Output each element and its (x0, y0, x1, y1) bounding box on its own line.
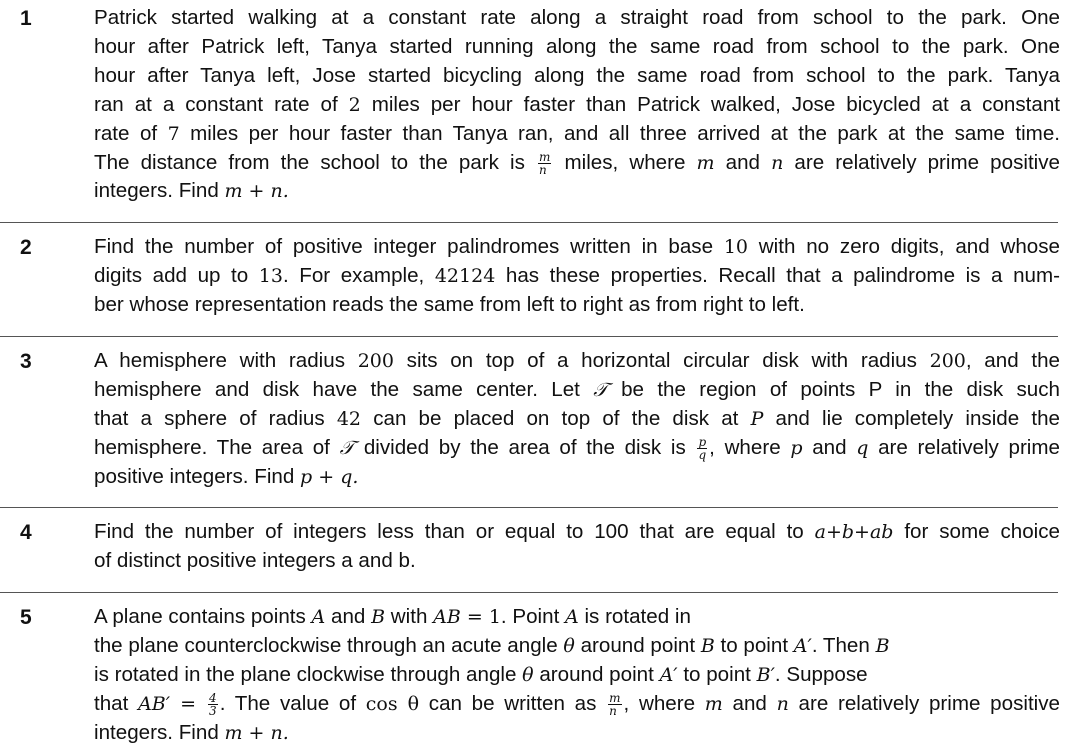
problem-3 (0, 347, 1080, 495)
fraction: $\frac{m}{n}$ (609, 690, 621, 718)
problem-2 (0, 233, 1080, 323)
text-line: A hemisphere with radius 200 sits on top of a horizontal circular disk with radius 200, and the (94, 349, 1060, 372)
problem-text (94, 233, 1060, 320)
text-line: positive integers. Find p + q. (94, 464, 359, 488)
problem-number: 4 (20, 521, 32, 544)
text-line: that AB′ = $\frac{4}{3}$ . The value of cos θ can be written as $\frac{m}{n}$ , where m and n are relatively prime positive (94, 690, 1060, 718)
text-line: Find the number of positive integer palindromes written in base 10 with no zero digits, and whose (94, 235, 1060, 258)
text-line: digits add up to 13. For example, 42124 has these properties. Recall that a palindrome is a num- (94, 263, 1060, 287)
text-line: of distinct positive integers a and b. (94, 548, 416, 572)
divider (0, 592, 1058, 593)
fraction: $\frac{4}{3}$ (209, 690, 217, 718)
text-line: Patrick started walking at a constant rate along a straight road from school to the park. One (94, 6, 1060, 29)
divider (0, 507, 1058, 508)
text-line: integers. Find m + n. (94, 179, 289, 203)
text-line: The distance from the school to the park is $\frac{m}{n}$ miles, where m and n are relatively prime positive (94, 149, 1060, 177)
problem-text (94, 4, 1060, 206)
text-line: integers. Find m + n. (94, 720, 289, 744)
problem-4 (0, 518, 1080, 580)
divider (0, 222, 1058, 223)
text-line: is rotated in the plane clockwise through angle θ around point A′ to point B′. Suppose (94, 662, 868, 686)
text-line: hemisphere and disk have the same center. Let 𝒯 be the region of points P in the disk such (94, 377, 1060, 401)
problem-text (94, 347, 1060, 492)
text-line: rate of 7 miles per hour faster than Tanya ran, and all three arrived at the park at the same time. (94, 121, 1061, 145)
divider (0, 336, 1058, 337)
text-line: hemisphere. The area of 𝒯 divided by the area of the disk is $\frac{p}{q}$ , where p and q are relatively prime (94, 434, 1060, 462)
text-line: hour after Patrick left, Tanya started running along the same road from school to the park. One (94, 34, 1060, 58)
problem-number: 3 (20, 350, 32, 373)
problem-1 (0, 4, 1080, 214)
text-line: that a sphere of radius 42 can be placed on top of the disk at P and lie completely inside the (94, 406, 1060, 430)
problem-text (94, 518, 1060, 576)
problem-number: 2 (20, 236, 32, 259)
text-line: Find the number of integers less than or equal to 100 that are equal to a+b+ab for some choice (94, 520, 1060, 543)
text-line: ber whose representation reads the same from left to right as from right to left. (94, 292, 805, 316)
fraction: $\frac{m}{n}$ (539, 149, 551, 177)
problem-number: 5 (20, 606, 32, 629)
text-line: ran at a constant rate of 2 miles per hour faster than Patrick walked, Jose bicycled at a constant (94, 92, 1060, 116)
problem-text (94, 603, 1060, 748)
problem-number: 1 (20, 7, 32, 30)
text-line: the plane counterclockwise through an acute angle θ around point B to point A′. Then B (94, 633, 890, 657)
text-line: A plane contains points A and B with AB = 1. Point A is rotated in (94, 605, 691, 628)
fraction: $\frac{p}{q}$ (698, 434, 707, 462)
problem-5 (0, 603, 1080, 747)
text-line: hour after Tanya left, Jose started bicycling along the same road from school to the park. Tanya (94, 63, 1060, 87)
